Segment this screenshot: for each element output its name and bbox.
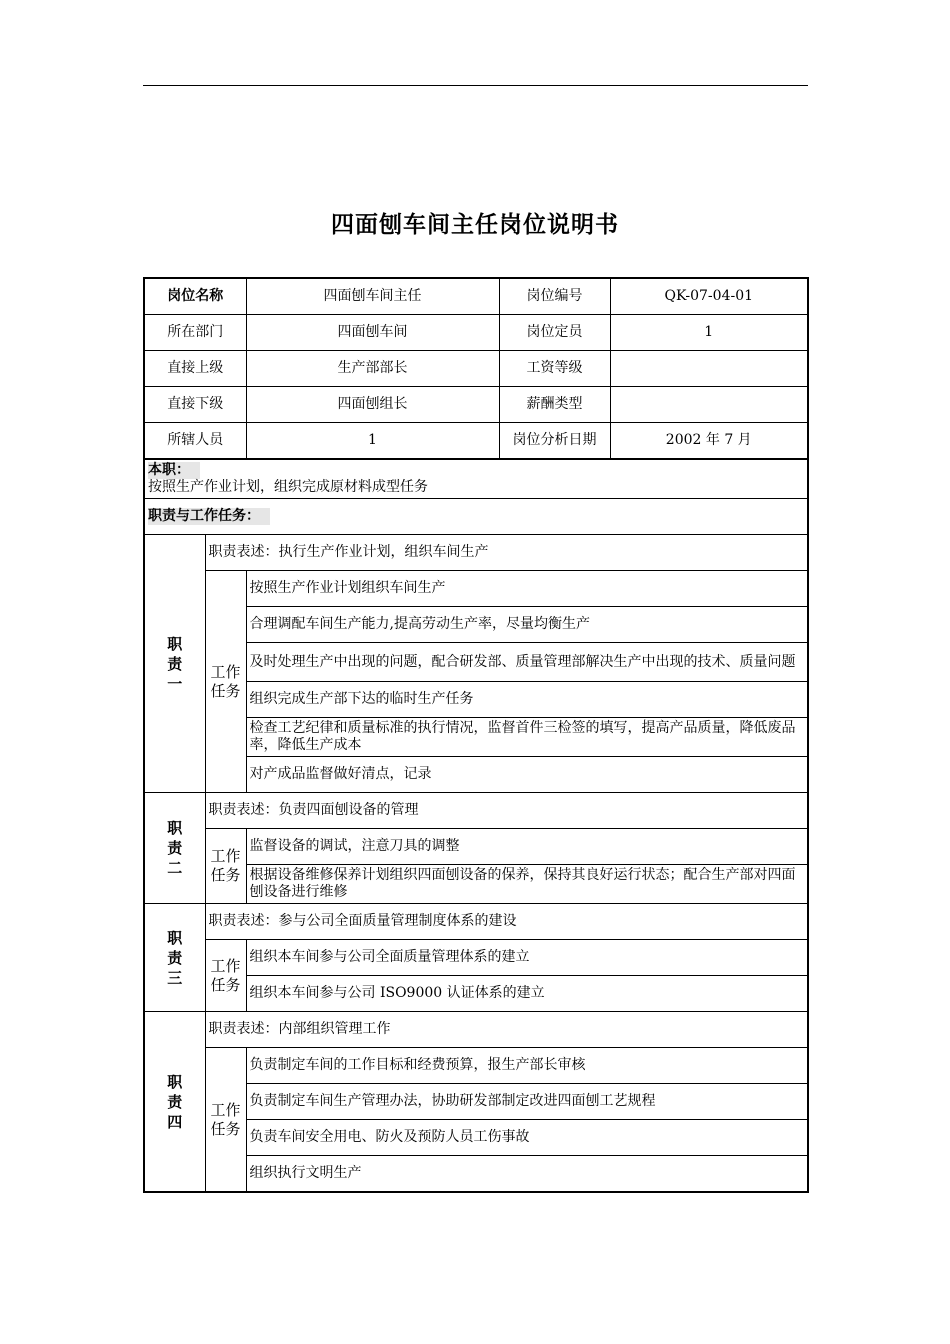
info-key: 所在部门 [144,315,246,351]
duty-description: 职责表述：内部组织管理工作 [205,1012,808,1048]
info-value: 1 [246,423,499,460]
info-key: 直接下级 [144,387,246,423]
info-row [144,315,808,351]
task-item: 组织本车间参与公司 ISO9000 认证体系的建立 [246,976,808,1012]
info-key: 岗位分析日期 [499,423,610,460]
info-value: 四面刨组长 [246,387,499,423]
info-value: 四面刨车间主任 [246,278,499,315]
info-value: 2002 年 7 月 [610,423,808,460]
info-key: 岗位编号 [499,278,610,315]
info-row [144,351,808,387]
duty-row [144,940,808,976]
info-key: 岗位名称 [144,278,246,315]
info-row [144,423,808,460]
info-value [610,387,808,423]
info-row [144,278,808,315]
task-item: 按照生产作业计划组织车间生产 [246,571,808,607]
info-value [610,351,808,387]
task-item: 负责制定车间的工作目标和经费预算，报生产部长审核 [246,1048,808,1084]
info-value: 生产部部长 [246,351,499,387]
task-item: 负责制定车间生产管理办法，协助研发部制定改进四面刨工艺规程 [246,1084,808,1120]
task-item: 组织执行文明生产 [246,1156,808,1193]
task-item: 组织本车间参与公司全面质量管理体系的建立 [246,940,808,976]
duty-row [144,535,808,571]
duty-description: 职责表述：执行生产作业计划，组织车间生产 [205,535,808,571]
role-section [144,459,808,499]
duty-name: 职责四 [144,1012,205,1193]
role-text: 按照生产作业计划，组织完成原材料成型任务 [148,479,428,495]
duty-row [144,1048,808,1084]
job-description-sheet [143,277,807,1193]
task-item: 及时处理生产中出现的问题，配合研发部、质量管理部解决生产中出现的技术、质量问题 [246,643,808,682]
info-key: 直接上级 [144,351,246,387]
duty-row [144,829,808,865]
duty-name: 职责一 [144,535,205,793]
duty-row [144,904,808,940]
duties-header-row [144,499,808,535]
duty-row [144,793,808,829]
task-label: 工作任务 [205,1048,246,1193]
info-key: 工资等级 [499,351,610,387]
duty-row [144,1012,808,1048]
info-key: 岗位定员 [499,315,610,351]
duty-description: 职责表述：负责四面刨设备的管理 [205,793,808,829]
task-label: 工作任务 [205,571,246,793]
task-item: 负责车间安全用电、防火及预防人员工伤事故 [246,1120,808,1156]
info-row [144,387,808,423]
duty-description: 职责表述：参与公司全面质量管理制度体系的建设 [205,904,808,940]
duties-header: 职责与工作任务： [148,508,270,525]
role-label: 本职： [148,462,200,479]
task-item: 对产成品监督做好清点，记录 [246,757,808,793]
info-key: 薪酬类型 [499,387,610,423]
info-value: 1 [610,315,808,351]
document-title: 四面刨车间主任岗位说明书 [331,212,619,238]
duty-name: 职责三 [144,904,205,1012]
task-item: 组织完成生产部下达的临时生产任务 [246,682,808,718]
task-label: 工作任务 [205,940,246,1012]
duty-row [144,571,808,607]
task-item: 检查工艺纪律和质量标准的执行情况，监督首件三检签的填写，提高产品质量，降低废品率，降低生产成本 [246,718,808,757]
job-info-table [143,277,809,1193]
header-rule [143,85,808,86]
task-item: 监督设备的调试，注意刀具的调整 [246,829,808,865]
task-item: 根据设备维修保养计划组织四面刨设备的保养，保持其良好运行状态；配合生产部对四面刨设备进行维修 [246,865,808,904]
info-value: QK-07-04-01 [610,278,808,315]
duty-name: 职责二 [144,793,205,904]
info-value: 四面刨车间 [246,315,499,351]
task-item: 合理调配车间生产能力,提高劳动生产率，尽量均衡生产 [246,607,808,643]
info-key: 所辖人员 [144,423,246,460]
task-label: 工作任务 [205,829,246,904]
